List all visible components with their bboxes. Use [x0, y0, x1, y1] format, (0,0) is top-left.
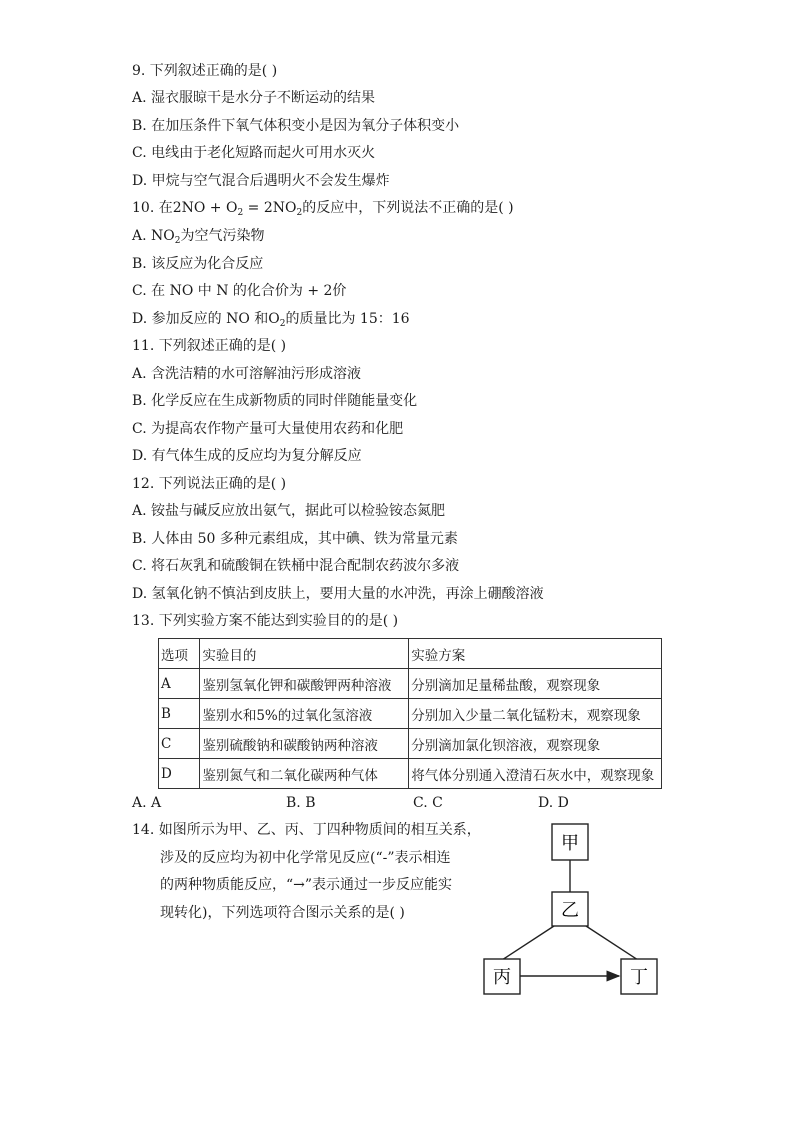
- q9-option-a: A. 湿衣服晾干是水分子不断运动的结果: [132, 90, 376, 106]
- q9-option-b: B. 在加压条件下氧气体积变小是因为氧分子体积变小: [132, 118, 460, 134]
- table-cell: 分别滴加氯化钡溶液，观察现象: [409, 729, 662, 759]
- line-yi-bing: [502, 926, 554, 960]
- table-row: [159, 729, 662, 759]
- q13-choice-b: B. B: [286, 795, 316, 811]
- table-row: [159, 669, 662, 699]
- q10-option-c: C. 在 NO 中 N 的化合价为 + 2价: [132, 283, 347, 299]
- table-cell: 分别加入少量二氧化锰粉末，观察现象: [409, 699, 662, 729]
- q10-stem: 10. 在$2NO + O_2 = 2NO_2$的反应中，下列说法不正确的是( ): [132, 200, 514, 218]
- q12-option-d: D. 氢氧化钠不慎沾到皮肤上，要用大量的水冲洗，再涂上硼酸溶液: [132, 586, 544, 602]
- q11-option-b: B. 化学反应在生成新物质的同时伴随能量变化: [132, 393, 418, 409]
- q12-option-c: C. 将石灰乳和硫酸铜在铁桶中混合配制农药波尔多液: [132, 558, 460, 574]
- line-yi-ding: [586, 926, 638, 960]
- label-ding: 丁: [630, 967, 648, 988]
- q13-choice-a: A. A: [132, 795, 162, 811]
- experiment-table: [158, 638, 662, 789]
- table-header-row: [159, 639, 662, 669]
- q11-option-c: C. 为提高农作物产量可大量使用农药和化肥: [132, 421, 404, 437]
- q14-stem-line-3: 的两种物质能反应，“→”表示通过一步反应能实: [160, 877, 453, 893]
- q13-stem: 13. 下列实验方案不能达到实验目的的是( ): [132, 613, 399, 629]
- q9-stem: 9. 下列叙述正确的是( ): [132, 63, 278, 79]
- relation-diagram: [480, 822, 680, 1002]
- table-cell: 鉴别硫酸钠和碳酸钠两种溶液: [200, 729, 409, 759]
- q10-option-d: D. 参加反应的 NO 和$O_2$的质量比为 15：16: [132, 311, 410, 329]
- q14-stem-line-2: 涉及的反应均为初中化学常见反应(“-”表示相连: [160, 850, 451, 866]
- label-yi: 乙: [561, 900, 579, 921]
- q13-choice-d: D. D: [538, 795, 569, 811]
- table-cell: B: [159, 699, 200, 729]
- q9-option-c: C. 电线由于老化短路而起火可用水灭火: [132, 145, 376, 161]
- q10-option-a: A. $NO_2$为空气污染物: [132, 228, 265, 246]
- q12-option-b: B. 人体由 50 多种元素组成，其中碘、铁为常量元素: [132, 531, 458, 547]
- table-cell: 将气体分别通入澄清石灰水中，观察现象: [409, 759, 662, 789]
- table-cell: 鉴别水和5%的过氧化氢溶液: [200, 699, 409, 729]
- table-header-option: 选项: [159, 639, 200, 669]
- table-row: [159, 699, 662, 729]
- q12-option-a: A. 铵盐与碱反应放出氨气，据此可以检验铵态氮肥: [132, 503, 446, 519]
- q9-option-d: D. 甲烷与空气混合后遇明火不会发生爆炸: [132, 173, 390, 189]
- q10-option-b: B. 该反应为化合反应: [132, 256, 264, 272]
- q12-stem: 12. 下列说法正确的是( ): [132, 476, 287, 492]
- table-cell: A: [159, 669, 200, 699]
- table-header-purpose: 实验目的: [200, 639, 409, 669]
- q14-stem-line-4: 现转化)，下列选项符合图示关系的是( ): [160, 905, 405, 921]
- table-cell: C: [159, 729, 200, 759]
- table-header-plan: 实验方案: [409, 639, 662, 669]
- table-cell: 鉴别氮气和二氧化碳两种气体: [200, 759, 409, 789]
- q13-choice-c: C. C: [413, 795, 443, 811]
- q11-option-a: A. 含洗洁精的水可溶解油污形成溶液: [132, 366, 362, 382]
- q14-stem-line-1: 14. 如图所示为甲、乙、丙、丁四种物质间的相互关系，: [132, 822, 481, 838]
- table-cell: 分别滴加足量稀盐酸，观察现象: [409, 669, 662, 699]
- table-cell: 鉴别氢氧化钾和碳酸钾两种溶液: [200, 669, 409, 699]
- q11-option-d: D. 有气体生成的反应均为复分解反应: [132, 448, 362, 464]
- table-row: [159, 759, 662, 789]
- q11-stem: 11. 下列叙述正确的是( ): [132, 338, 287, 354]
- table-cell: D: [159, 759, 200, 789]
- label-bing: 丙: [493, 967, 511, 988]
- label-jia: 甲: [561, 833, 579, 854]
